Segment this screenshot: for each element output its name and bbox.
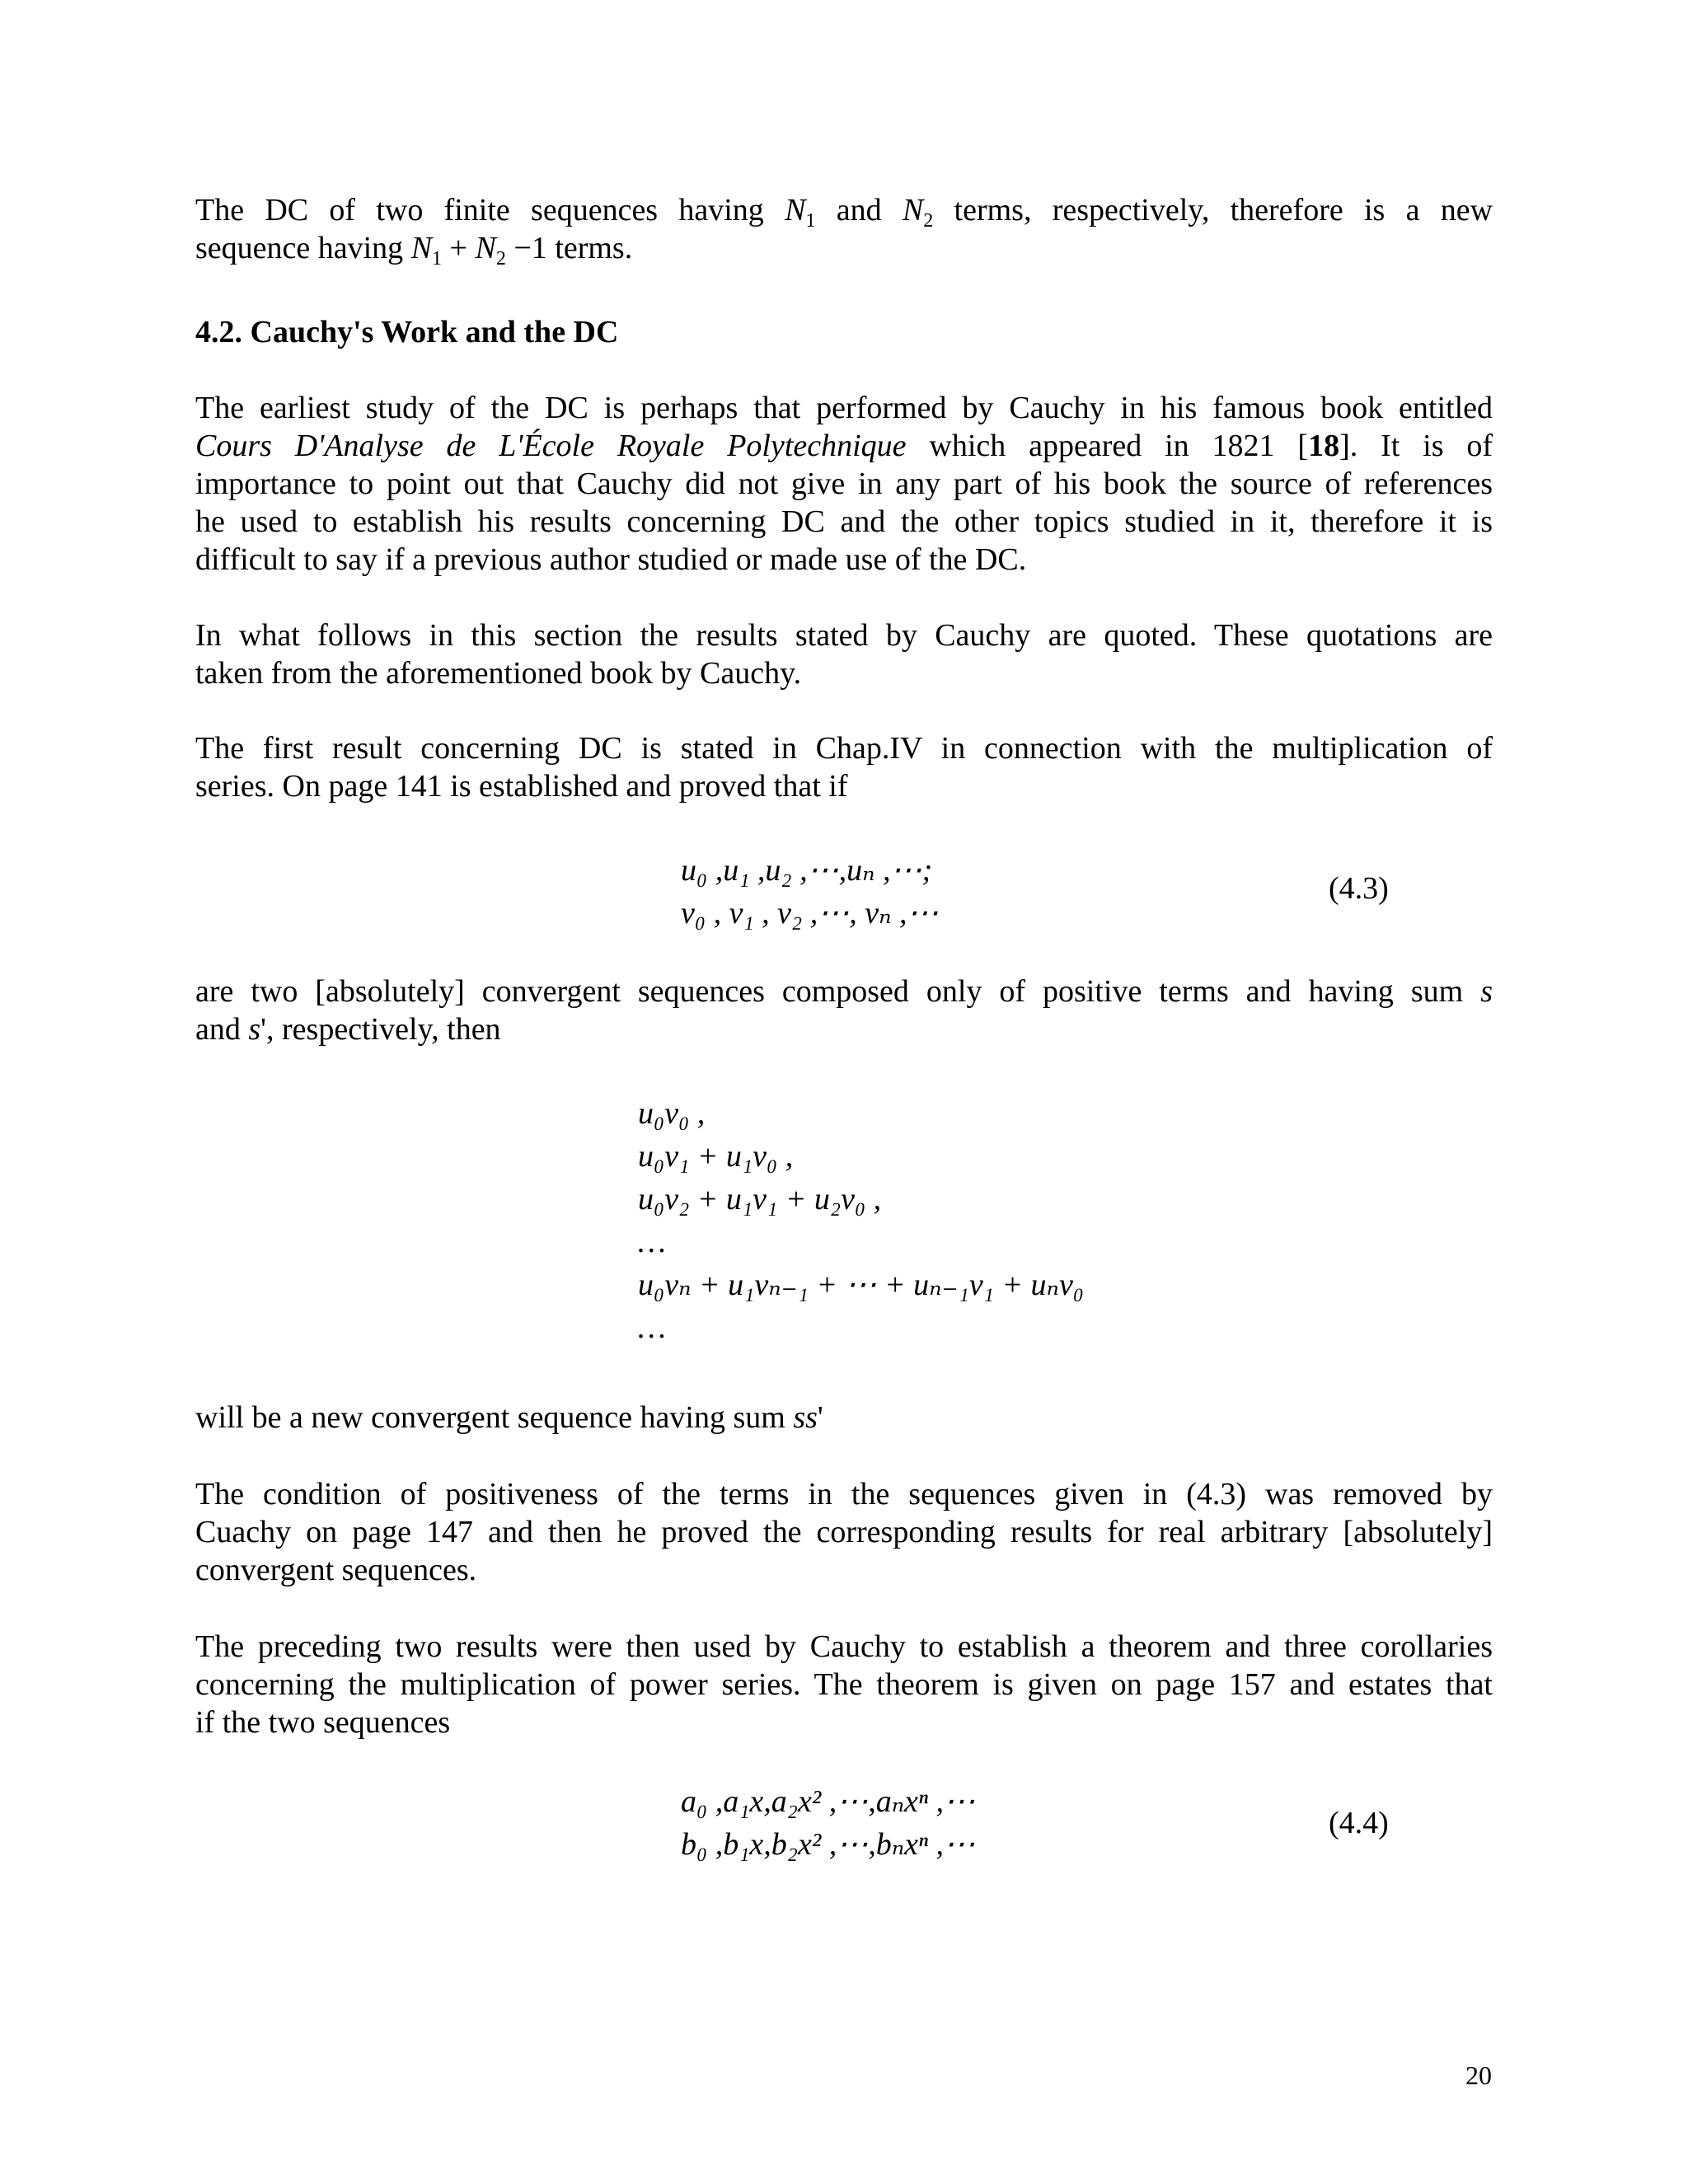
math-symbol: ss [793,1400,818,1435]
math-operator: −1 [513,231,547,265]
section-heading: 4.2. Cauchy's Work and the DC [195,315,619,349]
paragraph-new-convergent [195,1399,1493,1436]
paragraph-line: The condition of positiveness of the terms in the sequences given in (4.3) was removed by [195,1477,1493,1511]
citation-ref: 18 [1308,429,1340,463]
text-span: terms. [555,231,633,265]
paragraph-line: taken from the aforementioned book by Cauchy. [195,656,802,691]
math-subscript: 1 [805,210,816,232]
math-symbol: N [410,231,433,265]
text-span: terms, respectively, therefore is a new [954,193,1493,227]
paragraph-line [195,972,1493,1010]
paragraph-line: Cuachy on page 147 and then he proved the corresponding results for real arbitrary [absolutely] [195,1515,1493,1549]
paragraph-two-convergent [195,972,1493,1048]
paragraph-line: The preceding two results were then used by Cauchy to establish a theorem and three corollaries [195,1629,1493,1664]
paragraph-line: if the two sequences [195,1705,451,1740]
paragraph-what-follows [195,616,1493,692]
paragraph-line [195,229,1493,267]
paragraph-line [195,1399,1493,1436]
equation-4-4 [681,1780,975,1866]
paragraph-line [195,1010,1493,1048]
math-symbol: s [248,1012,261,1047]
text-span: ', respectively, then [260,1012,501,1047]
equation-row: v₀ , v₁ , v₂ ,⋯, vₙ ,⋯ [681,896,939,930]
paragraph-line [195,427,1493,465]
equation-label: (4.3) [1329,871,1389,906]
product-row: … [638,1310,666,1345]
math-subscript: 2 [495,248,506,269]
product-row: u₀vₙ + u₁vₙ₋₁ + ⋯ + uₙ₋₁v₁ + uₙv₀ [638,1268,1085,1302]
paragraph-line: In what follows in this section the results stated by Cauchy are quoted. These quotations are [195,618,1493,653]
math-subscript: 1 [432,248,443,269]
text-span: ]. It is of [1339,429,1493,463]
paragraph-line: series. On page 141 is established and proved that if [195,769,848,804]
equation-row: a₀ ,a₁x,a₂x² ,⋯,aₙxⁿ ,⋯ [681,1784,975,1819]
paragraph-first-result [195,729,1493,805]
product-sequence [638,1092,1084,1349]
math-symbol: N [475,231,496,265]
text-span: are two [absolutely] convergent sequences composed only of positive terms and having sum [195,974,1464,1009]
math-n1-plus-n2 [410,231,443,269]
equation-4-3 [681,849,939,935]
math-symbol: s [1480,974,1493,1009]
text-span: and [195,1012,241,1047]
math-symbol: N [902,193,924,227]
paragraph-line: concerning the multiplication of power series. The theorem is given on page 157 and estates that [195,1667,1493,1702]
equation-row: u₀ ,u₁ ,u₂ ,⋯,uₙ ,⋯; [681,853,933,888]
text-span: sequence having [195,231,404,265]
text-span: and [836,193,882,227]
product-row: u₀v₀ , [638,1096,706,1131]
page-number: 20 [1465,2060,1492,2090]
book-title: Cours D'Analyse de L'École Royale Polytechnique [195,429,907,463]
text-span: will be a new convergent sequence having sum [195,1400,785,1435]
paragraph-line: convergent sequences. [195,1553,477,1587]
math-symbol: N [785,193,806,227]
math-n2 [902,193,934,232]
paragraph-preceding-results [195,1628,1493,1741]
math-n2-term [475,231,506,269]
text-span: The DC of two finite sequences having [195,193,764,227]
paragraph-line: The first result concerning DC is stated in Chap.IV in connection with the multiplication of [195,731,1493,766]
paragraph-earliest-study [195,389,1493,579]
product-row: u₀v₂ + u₁v₁ + u₂v₀ , [638,1182,882,1216]
paragraph-positiveness [195,1475,1493,1589]
equation-label: (4.4) [1329,1806,1389,1840]
text-span: ' [817,1400,823,1435]
product-row: … [638,1225,666,1259]
equation-row: b₀ ,b₁x,b₂x² ,⋯,bₙxⁿ ,⋯ [681,1827,975,1862]
paragraph-line: difficult to say if a previous author studied or made use of the DC. [195,542,1027,577]
paragraph-line: The earliest study of the DC is perhaps that performed by Cauchy in his famous book entitled [195,391,1493,425]
text-span: which appeared in 1821 [ [929,429,1309,463]
math-n1 [785,193,816,232]
paragraph-line: importance to point out that Cauchy did not give in any part of his book the source of references [195,466,1493,501]
paragraph-line: he used to establish his results concerning DC and the other topics studied in it, therefore it is [195,504,1493,539]
paragraph-dc-finite [195,191,1493,267]
math-subscript: 2 [923,210,934,232]
paragraph-line [195,191,1493,232]
product-row: u₀v₁ + u₁v₀ , [638,1139,794,1174]
math-operator: + [449,231,467,265]
